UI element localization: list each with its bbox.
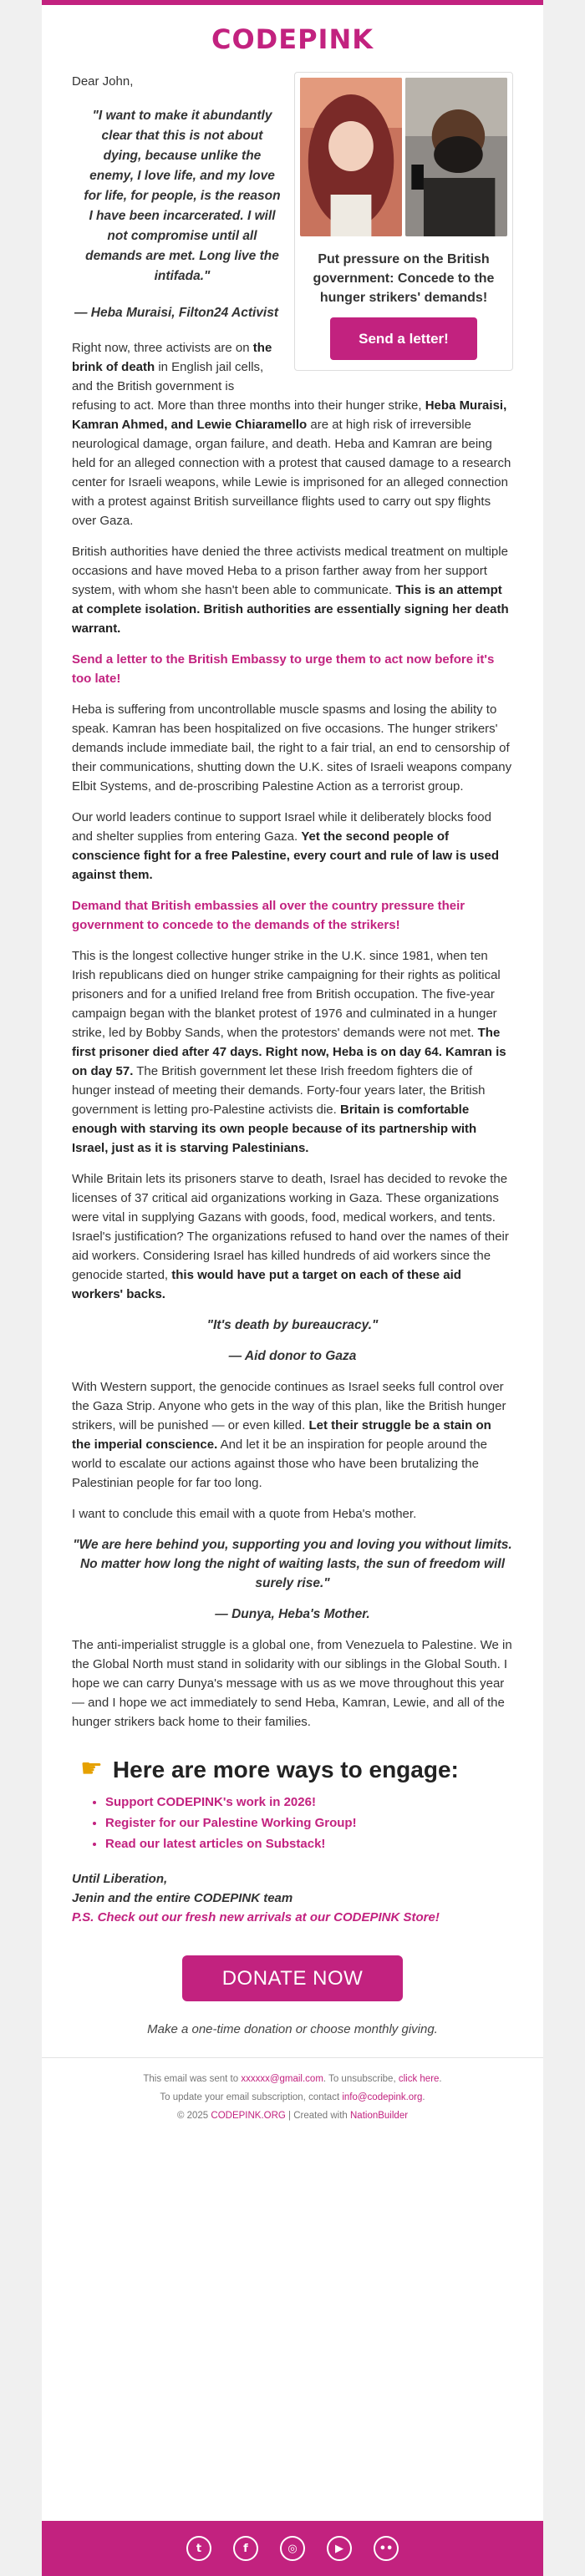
callout-send-letter-link[interactable]: Send a letter to the British Embassy to urge them to act now before it's too late!: [72, 652, 495, 686]
footer-copyright-line: © 2025 CODEPINK.ORG | Created with NationBuilder: [176, 2111, 409, 2121]
email-body: [42, 60, 543, 2039]
paragraph-9: The anti-imperialist struggle is a global one, from Venezuela to Palestine. We in the Global North must stand in solidarity with our siblings in the Global South. I hope we can carry Dunya's message with us as we move throughout this year — and I hope we act immediately to send Heba, Kamran, Lewie, and all of the hunger strikers back home to their families.: [72, 1638, 512, 1729]
callout-demand-link[interactable]: Demand that British embassies all over the country pressure their government to concede to the demands of the strikers!: [72, 899, 465, 932]
signoff-line-1: Until Liberation,: [72, 1872, 168, 1886]
instagram-icon[interactable]: ◎: [280, 2536, 305, 2561]
signoff-line-2: Jenin and the entire CODEPINK team: [72, 1891, 293, 1905]
flickr-icon[interactable]: ••: [374, 2536, 399, 2561]
greeting: Dear John,: [72, 74, 134, 89]
paragraph-7: With Western support, the genocide continues as Israel seeks full control over the Gaza Strip. Anyone who gets in the way of this plan, like the British hunger strikers, will be punished — or even killed. Let their struggle be a stain on the imperial conscience. And let it be an inspiration for people around the world to escalate our actions against those who have been brutalizing the Palestinian people for far too long.: [72, 1380, 506, 1490]
footer-sent-line: This email was sent to xxxxxx@gmail.com. To unsubscribe, click here.: [143, 2074, 442, 2084]
social-bar: [42, 2521, 543, 2576]
footer-update-line: To update your email subscription, contact info@codepink.org.: [160, 2092, 425, 2102]
quote-dunya-attribution: — Dunya, Heba's Mother.: [215, 1607, 370, 1621]
email-sheet: [42, 0, 543, 2576]
activist-photos: [300, 78, 507, 236]
footer-email[interactable]: xxxxxx@gmail.com: [241, 2074, 323, 2084]
quote-dunya: "We are here behind you, supporting you and loving you without limits. No matter how long the night of waiting lasts, the sun of freedom will surely rise.": [73, 1538, 512, 1590]
donate-section: [72, 1955, 513, 2001]
engage-title: Here are more ways to engage:: [112, 1756, 459, 1782]
ps-store-link[interactable]: P.S. Check out our fresh new arrivals at our CODEPINK Store!: [72, 1910, 440, 1924]
engage-link-register[interactable]: • Register for our Palestine Working Group!: [105, 1813, 513, 1833]
paragraph-8: I want to conclude this email with a quote from Heba's mother.: [72, 1507, 417, 1521]
twitter-icon[interactable]: t: [186, 2536, 211, 2561]
youtube-icon[interactable]: ▶: [327, 2536, 352, 2561]
nationbuilder-link[interactable]: NationBuilder: [350, 2111, 409, 2121]
engage-heading: [80, 1757, 513, 1782]
signoff: [72, 1869, 513, 1908]
paragraph-6: While Britain lets its prisoners starve to death, Israel has decided to revoke the licenses of 37 critical aid organizations working in Gaza. These organizations were vital in supplying Gazans with goods, food, medical workers, and tents. Israel's justification? The organizations refused to hand over the names of their aid workers. Considering Israel has killed hundreds of aid workers since the genocide started, this would have put a target on each of these aid workers' backs.: [72, 1172, 509, 1301]
paragraph-2: British authorities have denied the three activists medical treatment on multiple occasions and have moved Heba to a prison farther away from her support system, with whom she hasn't been able to communicate. This is an attempt at complete isolation. British authorities are essentially signing her death warrant.: [72, 545, 509, 636]
facebook-icon[interactable]: f: [233, 2536, 258, 2561]
send-letter-button[interactable]: Send a letter!: [330, 317, 477, 360]
footer: [42, 2057, 543, 2125]
engage-link-support[interactable]: • Support CODEPINK's work in 2026!: [105, 1792, 513, 1813]
paragraph-3: Heba is suffering from uncontrollable muscle spasms and losing the ability to speak. Kamran has been hospitalized on five occasions. The hunger strikers' demands include immediate bail, the right to a fair trial, an end to censorship of their communications, shutting down the U.K. sites of Israeli weapons company Elbit Systems, and de-proscribing Palestine Action as a terrorist group.: [72, 702, 512, 794]
engage-link-substack[interactable]: • Read our latest articles on Substack!: [105, 1833, 513, 1854]
contact-email-link[interactable]: info@codepink.org: [342, 2092, 423, 2102]
codepink-org-link[interactable]: CODEPINK.ORG: [211, 2111, 286, 2121]
paragraph-5: This is the longest collective hunger strike in the U.K. since 1981, when ten Irish republicans died on hunger strike campaigning for their rights as political prisoners and for a unified Ireland free from British occupation. The five-year campaign began with the blanket protest of 1976 and culminated in a hunger strike, led by Bobby Sands, when the protestors' demands were not met. The first prisoner died after 47 days. Right now, Heba is on day 64. Kamran is on day 57. The British government let these Irish freedom fighters die of hunger instead of meeting their demands. Forty-four years later, the British government is letting pro-Palestine activists die. Britain is comfortable enough with starving its own people because of its partnership with Israel, just as it is starving Palestinians.: [72, 949, 506, 1155]
unsubscribe-link[interactable]: click here: [398, 2074, 440, 2084]
donate-subtext: Make a one-time donation or choose monthly giving.: [147, 2022, 438, 2036]
card-text: Put pressure on the British government: Concede to the hunger strikers' demands!: [313, 252, 495, 305]
paragraph-1: Right now, three activists are on the brink of death in English jail cells, and the British government is refusing to act. More than three months into their hunger strike, Heba Muraisi, Kamran Ahmed, and Lewie Chiaramello are at high risk of irreversible neurological damage, organ failure, and death. Heba and Kamran are being held for an alleged connection with a protest that caused damage to a research center for Israeli weapons, while Lewie is imprisoned for an alleged connection with a protest against British surveillance flights used to carry out spy flights over Gaza.: [72, 341, 511, 528]
photo-heba: [300, 78, 402, 236]
codepink-logo[interactable]: CODEPINK: [211, 23, 374, 55]
quote-bureaucracy-attribution: — Aid donor to Gaza: [228, 1349, 357, 1363]
lede-quote: "I want to make it abundantly clear that this is not about dying, because unlike the enemy, I love life, and my love for life, for people, is the reason I have been incarcerated. I will not compromise until all demands are met. Long live the intifada.": [84, 109, 281, 283]
action-card: [294, 72, 513, 371]
lede-attribution: — Heba Muraisi, Filton24 Activist: [74, 306, 279, 320]
quote-bureaucracy: "It's death by bureaucracy.": [206, 1318, 379, 1332]
donate-now-button[interactable]: DONATE NOW: [182, 1955, 404, 2001]
paragraph-4: Our world leaders continue to support Israel while it deliberately blocks food and shelter supplies from entering Gaza. Yet the second people of conscience fight for a free Palestine, every court and rule of law is used against them.: [72, 810, 499, 882]
engage-list: [72, 1792, 513, 1854]
photo-kamran: [405, 78, 507, 236]
pointing-hand-icon: ☛: [80, 1755, 103, 1782]
